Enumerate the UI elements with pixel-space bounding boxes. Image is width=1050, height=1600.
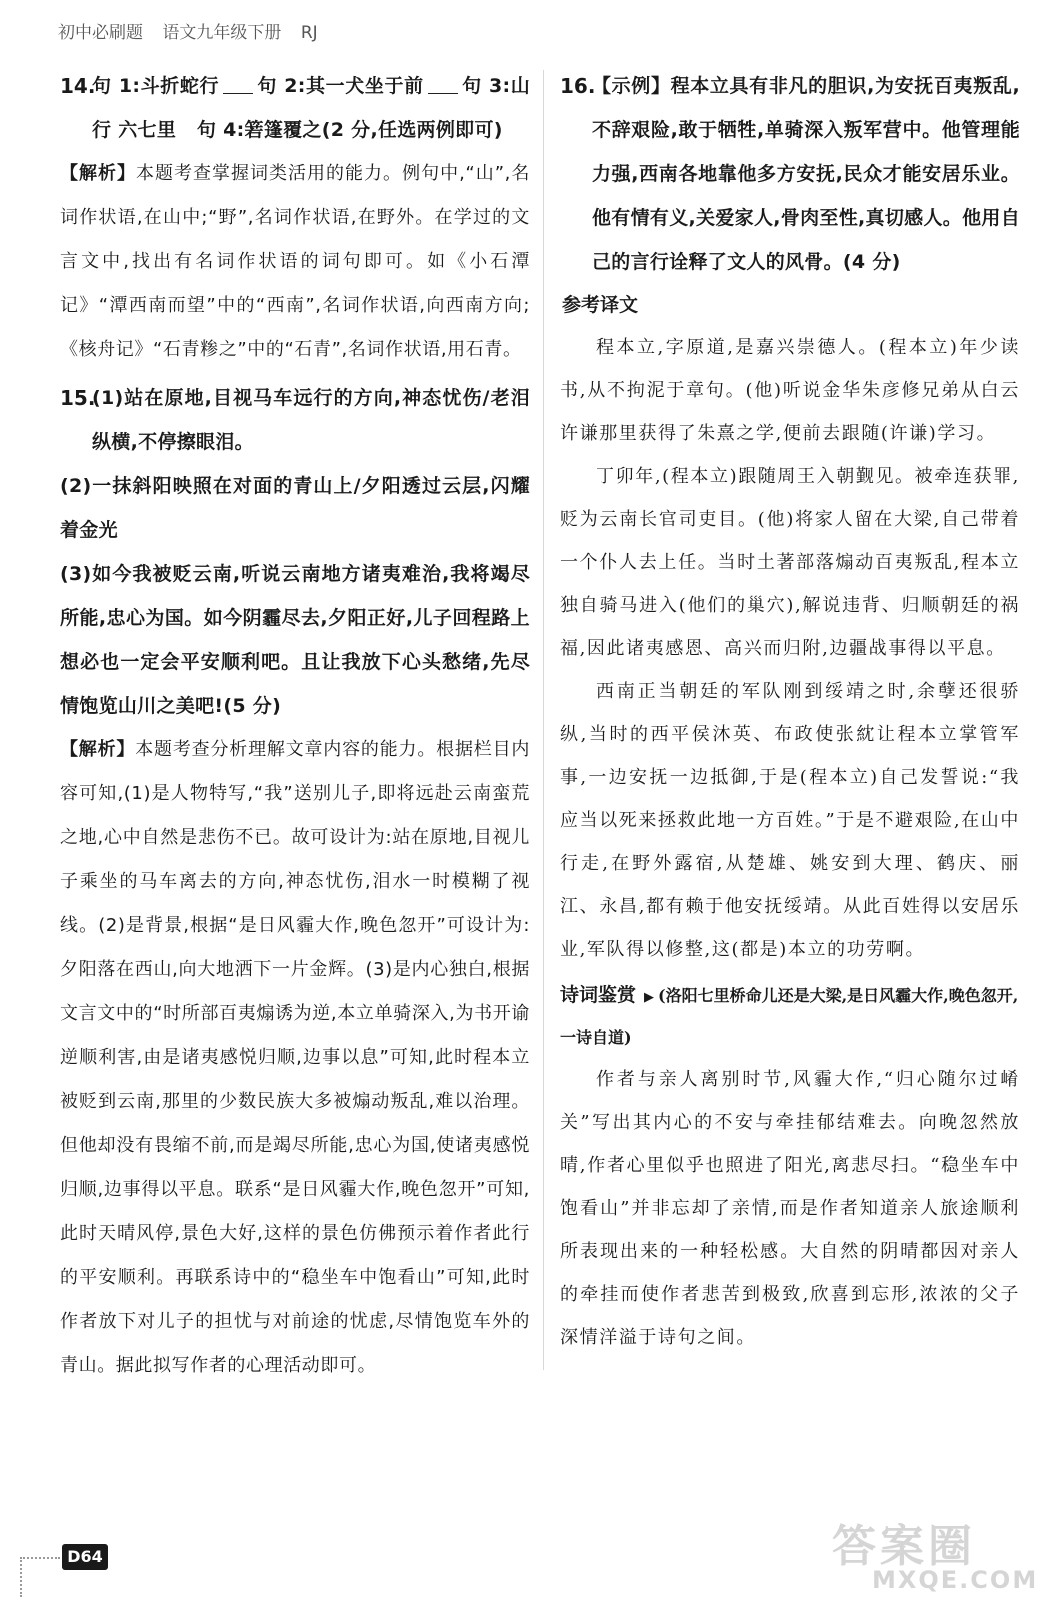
header-series: 初中必刷题 — [58, 23, 143, 43]
header-edition: RJ — [300, 23, 318, 43]
watermark-site: MXQE.COM — [872, 1566, 1039, 1594]
question-14 — [60, 64, 530, 152]
watermark-main: 答案圈 — [832, 1521, 976, 1572]
answer-14-s5: 句 4:箬篷覆之(2 分,任选两例即可) — [196, 119, 503, 141]
right-column — [560, 64, 1020, 1359]
answer-16: 【示例】程本立具有非凡的胆识,为安抚百夷叛乱,不辞艰险,敢于牺牲,单骑深入叛军营中。他管理能力强,西南各地靠他多方安抚,民众才能安居乐业。他有情有义,关爱家人,骨肉至性,真切感人。他用自己的言行诠释了文人的风骨。(4 分) — [592, 75, 1020, 273]
analysis-14 — [60, 152, 530, 372]
answer-15-2: (2)一抹斜阳映照在对面的青山上/夕阳透过云层,闪耀着金光 — [60, 475, 530, 541]
analysis-tag: 【解析】 — [60, 739, 136, 760]
answer-14-s2: 句 2:其一犬坐于前 — [257, 75, 424, 97]
poem-title-note: (洛阳七里桥命儿还是大梁,是日风霾大作,晚色忽开,一诗自道) — [560, 986, 1019, 1047]
blank-line — [223, 75, 253, 94]
question-number: 15. — [60, 386, 96, 410]
running-header — [58, 18, 538, 50]
analysis-tag: 【解析】 — [60, 163, 137, 184]
blank-line — [428, 75, 458, 94]
question-16 — [560, 64, 1020, 284]
corner-dotted-line — [20, 1557, 60, 1559]
question-number: 14. — [60, 74, 96, 98]
answer-14 — [92, 64, 530, 152]
corner-dotted-line — [20, 1557, 22, 1597]
column-divider — [543, 70, 544, 1370]
question-number: 16. — [560, 74, 596, 98]
analysis-14-text: 本题考查掌握词类活用的能力。例句中,“山”,名词作状语,在山中;“野”,名词作状语,在野外。在学过的文言文中,找出有名词作状语的词句即可。如《小石潭记》“潭西南而望”中的“西南”,名词作状语,向西南方向;《核舟记》“石青糁之”中的“石青”,名词作状语,用石青。 — [60, 163, 530, 360]
poem-appreciation-heading — [560, 975, 1020, 1058]
answer-14-s4: 六七里 — [118, 119, 177, 141]
translation-paragraph: 丁卯年,(程本立)跟随周王入朝觐见。被牵连获罪,贬为云南长官司吏目。(他)将家人留在大梁,自己带着一个仆人去上任。当时土著部落煽动百夷叛乱,程本立独自骑马进入(他们的巢穴),解说违背、归顺朝廷的祸福,因此诸夷感恩、高兴而归附,边疆战事得以平息。 — [560, 466, 1020, 659]
analysis-15-text: 本题考查分析理解文章内容的能力。根据栏目内容可知,(1)是人物特写,“我”送别儿子,即将远赴云南蛮荒之地,心中自然是悲伤不已。故可设计为:站在原地,目视儿子乘坐的马车离去的方向,神态忧伤,泪水一时模糊了视线。(2)是背景,根据“是日风霾大作,晚色忽开”可设计为:夕阳落在西山,向大地洒下一片金辉。(3)是内心独白,根据文言文中的“时所部百夷煽诱为逆,本立单骑深入,为书开谕逆顺利害,由是诸夷感悦归顺,边事以息”可知,此时程本立被贬到云南,那里的少数民族大多被煽动叛乱,难以治理。但他却没有畏缩不前,而是竭尽所能,忠心为国,使诸夷感悦归顺,边事得以平息。联系“是日风霾大作,晚色忽开”可知,此时天晴风停,景色大好,这样的景色仿佛预示着作者此行的平安顺利。再联系诗中的“稳坐车中饱看山”可知,此时作者放下对儿子的担忧与对前途的忧虑,尽情饱览车外的青山。据此拟写作者的心理活动即可。 — [60, 739, 530, 1376]
answer-14-s3: 句 3:山行 — [92, 75, 530, 141]
translation-paragraph: 程本立,字原道,是嘉兴崇德人。(程本立)年少读书,从不拘泥于章句。(他)听说金华朱彦修兄弟从白云许谦那里获得了朱熹之学,便前去跟随(许谦)学习。 — [560, 337, 1020, 444]
answer-15-1: (1)站在原地,目视马车远行的方向,神态忧伤/老泪纵横,不停擦眼泪。 — [92, 387, 530, 453]
answer-15-3: (3)如今我被贬云南,听说云南地方诸夷难治,我将竭尽所能,忠心为国。如今阴霾尽去,夕阳正好,儿子回程路上想必也一定会平安顺利吧。且让我放下心头愁绪,先尽情饱览山川之美吧!(5 分) — [60, 563, 530, 717]
triangle-right-icon: ▶ — [644, 990, 655, 1005]
answer-14-s1: 句 1:斗折蛇行 — [92, 75, 220, 97]
translation-paragraph: 西南正当朝廷的军队刚到绥靖之时,余孽还很骄纵,当时的西平侯沐英、布政使张紞让程本立掌管军事,一边安抚一边抵御,于是(程本立)自己发誓说:“我应当以死来拯救此地一方百姓。”于是不避艰险,在山中行走,在野外露宿,从楚雄、姚安到大理、鹤庆、丽江、永昌,都有赖于他安抚绥靖。从此百姓得以安居乐业,军队得以修整,这(都是)本立的功劳啊。 — [560, 681, 1020, 960]
page-number: D64 — [62, 1544, 108, 1570]
watermark-logo — [832, 1510, 1042, 1598]
reference-translation-title: 参考译文 — [562, 294, 639, 316]
poem-appreciation-title: 诗词鉴赏 — [560, 984, 637, 1006]
header-subject: 语文九年级下册 — [162, 23, 282, 43]
analysis-15 — [60, 728, 530, 1388]
poem-appreciation-text: 作者与亲人离别时节,风霾大作,“归心随尔过崤关”写出其内心的不安与牵挂郁结难去。向晚忽然放晴,作者心里似乎也照进了阳光,离悲尽扫。“稳坐车中饱看山”并非忘却了亲情,而是作者知道亲人旅途顺利所表现出来的一种轻松感。大自然的阴晴都因对亲人的牵挂而使作者悲苦到极致,欣喜到忘形,浓浓的父子深情洋溢于诗句之间。 — [560, 1069, 1020, 1348]
left-column — [60, 64, 530, 1388]
question-15 — [60, 376, 530, 464]
